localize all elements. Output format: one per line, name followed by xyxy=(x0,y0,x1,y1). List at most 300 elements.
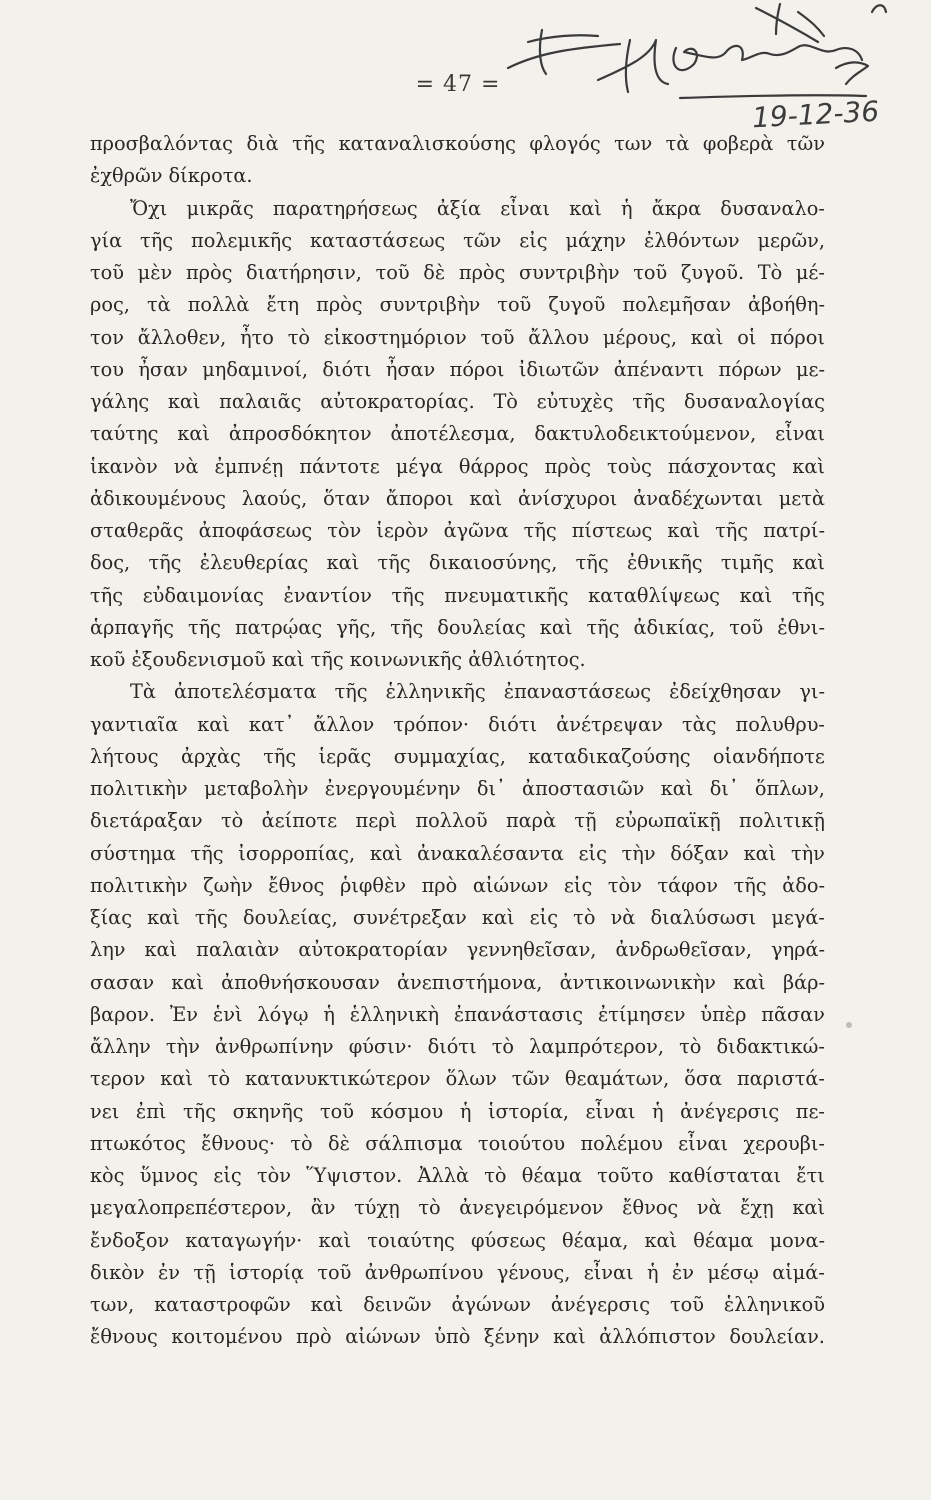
word: ζυγοῦ. xyxy=(680,261,745,284)
word: κατ᾽ xyxy=(248,712,295,736)
word: ἀρχὰς xyxy=(180,744,241,768)
word: ἄλλοθεν, xyxy=(137,325,227,349)
word: ἐλθόντων xyxy=(643,228,740,252)
word: πολλὰ xyxy=(187,293,250,317)
word: παρὰ xyxy=(505,809,556,833)
word: των, xyxy=(90,1293,135,1316)
word: ἰσορροπίας, xyxy=(238,841,356,865)
text-line-content: κοῦ ἐξουδενισμοῦ καὶ τῆς κοινωνικῆς ἀθλιότητος. xyxy=(90,648,586,671)
word: ἦτο xyxy=(240,325,274,349)
word: Ὄχι xyxy=(130,196,168,220)
word: τῆς xyxy=(292,132,326,155)
word: ἔθνος xyxy=(268,873,325,897)
word: δουλείαν. xyxy=(729,1325,825,1349)
word: ἀνδρωθεῖσαν, xyxy=(615,938,753,962)
word: τον xyxy=(90,325,124,349)
word: ἡ xyxy=(459,1099,472,1123)
word: ἀνεπιστήμονα, xyxy=(397,970,543,994)
text-line xyxy=(90,1257,825,1289)
word: ἐδείχθησαν xyxy=(669,680,782,704)
word: πρὸς xyxy=(185,261,233,284)
word: τύχῃ xyxy=(354,1196,400,1220)
word: φύσιν· xyxy=(348,1035,413,1058)
text-line xyxy=(90,644,825,676)
word: ἐναντίον xyxy=(283,583,372,607)
word: τῆς xyxy=(190,841,224,865)
word: Ἀλλὰ xyxy=(417,1164,469,1187)
text-line xyxy=(90,967,825,999)
word: ἡ xyxy=(646,1260,659,1284)
text-line xyxy=(90,1096,825,1128)
word: μάχην xyxy=(565,228,627,252)
word: καὶ xyxy=(144,938,178,962)
word: ἰδιωτῶν xyxy=(518,357,600,381)
word: ἔθνους· xyxy=(201,1131,276,1155)
word: τῆς xyxy=(733,873,767,897)
text-line xyxy=(90,418,825,450)
word: εἰκοστημόριον xyxy=(323,325,467,349)
word: ἂν xyxy=(310,1196,336,1220)
word: τοῦ xyxy=(669,1293,704,1316)
word: ἐνεργουμένην xyxy=(324,777,461,800)
word: τῆς xyxy=(791,583,825,607)
word: Τὸ xyxy=(493,390,518,413)
word: καταστροφῶν xyxy=(154,1293,291,1316)
word: παριστά- xyxy=(736,1067,825,1091)
text-line xyxy=(90,160,825,192)
word: διδακτικώ- xyxy=(716,1035,825,1058)
word: σασαν xyxy=(90,970,155,994)
word: πολιτικὴν xyxy=(90,873,188,897)
word: ἑλληνικῆς xyxy=(385,680,486,704)
word: εὐδαιμονίας xyxy=(142,583,264,607)
text-line xyxy=(90,225,825,257)
word: καὶ xyxy=(660,777,694,800)
word: ὑπὸ xyxy=(434,1325,471,1349)
word: διατήρησιν, xyxy=(246,261,362,284)
word: ἄλλην xyxy=(90,1035,151,1058)
word: εἰς xyxy=(563,873,593,897)
word: πνευματικῆς xyxy=(444,583,569,607)
word: καὶ xyxy=(167,390,201,413)
text-line xyxy=(90,934,825,966)
word: πᾶσαν xyxy=(761,1002,825,1026)
word: καθίσταται xyxy=(668,1164,782,1187)
word: ὑπὲρ xyxy=(700,1002,747,1026)
word: γῆς, xyxy=(336,615,377,639)
text-line xyxy=(90,354,825,386)
word: λόγῳ xyxy=(257,1002,309,1026)
word: εἰς xyxy=(529,906,559,929)
word: βαρον. xyxy=(90,1002,155,1026)
word: πίστεως xyxy=(571,519,653,542)
word: καὶ xyxy=(792,551,825,575)
word: ἐπανάστασις xyxy=(453,1002,584,1026)
word: πατρί- xyxy=(763,519,825,542)
text-line xyxy=(90,515,825,547)
word: ξίας xyxy=(90,906,132,929)
word: συντριβὴν xyxy=(519,261,620,284)
word: μέ- xyxy=(795,261,825,284)
word: τῆς xyxy=(148,551,182,575)
word: καὶ xyxy=(177,422,210,446)
word: τὸ xyxy=(484,1164,507,1187)
word: θέαμα, xyxy=(562,1228,629,1252)
word: εἶναι xyxy=(500,196,551,220)
word: μερῶν, xyxy=(757,228,825,252)
text-line xyxy=(90,902,825,934)
word: ἐν xyxy=(157,1260,181,1284)
word: ὅπλων, xyxy=(754,777,825,800)
word: ἐπαναστάσεως xyxy=(503,680,652,704)
word: ἀνέγερσις xyxy=(680,1099,780,1123)
word: καὶ xyxy=(644,1228,678,1252)
word: πρὸ xyxy=(296,1325,332,1349)
word: τοῦ xyxy=(317,1260,352,1284)
word: νει xyxy=(90,1099,120,1123)
word: καὶ xyxy=(481,906,515,929)
word: γηρά- xyxy=(771,938,825,962)
word: τάφον xyxy=(657,873,718,897)
word: ἀνέτρεψαν xyxy=(556,712,663,736)
word: μὲν xyxy=(137,261,173,284)
word: καὶ xyxy=(667,519,701,542)
word: οἱανδήποτε xyxy=(712,744,825,768)
word: πολεμῆσαν xyxy=(622,293,731,317)
word: τὴν xyxy=(165,1035,200,1058)
word: ἀδικίας, xyxy=(633,615,716,639)
word: πατρῴας xyxy=(234,615,323,639)
text-line xyxy=(90,676,825,708)
word: καὶ xyxy=(743,841,777,865)
word: δι᾽ xyxy=(709,777,739,800)
word: των xyxy=(614,132,653,155)
word: μικρᾶς xyxy=(186,196,254,220)
word: δόξαν xyxy=(670,841,729,865)
word: αἰώνων xyxy=(345,1325,421,1349)
word: τῆς xyxy=(140,228,174,252)
word: καταστάσεως xyxy=(309,228,446,252)
word: ταύτης xyxy=(90,422,159,446)
word: σύστημα xyxy=(90,841,176,865)
word: διότι xyxy=(488,712,538,736)
text-line xyxy=(90,838,825,870)
word: πολλοῦ xyxy=(415,809,488,833)
word: ἱερᾶς xyxy=(318,744,372,768)
word: φοβερὰ xyxy=(702,132,774,155)
text-line xyxy=(90,289,825,321)
word: ἀδο- xyxy=(782,873,825,897)
word: εἰς xyxy=(213,1164,242,1187)
text-line xyxy=(90,1031,825,1063)
word: συνέτρεξαν xyxy=(352,906,467,929)
word: δακτυλοδεικτούμενον, xyxy=(534,422,757,446)
text-line xyxy=(90,1321,825,1353)
word: γία xyxy=(90,228,123,252)
word: ὕμνος xyxy=(139,1164,199,1187)
word: μηδαμινοί, xyxy=(202,357,309,381)
word: πάσχοντας xyxy=(667,454,777,478)
text-line xyxy=(90,741,825,773)
word: μεγαλοπρεπέστερον, xyxy=(90,1196,293,1220)
text-line-content: ἐχθρῶν δίκροτα. xyxy=(90,164,253,188)
word: ῥιφθὲν xyxy=(339,873,407,897)
word: τὸ xyxy=(290,1131,313,1155)
word: θεαμάτων, xyxy=(564,1067,670,1091)
word: ἑλληνικοῦ xyxy=(723,1293,825,1316)
word: τὴν xyxy=(790,841,825,865)
word: δος, xyxy=(90,551,131,575)
word: τιμῆς xyxy=(720,551,774,575)
word: ἱστορία, xyxy=(487,1099,569,1123)
word: διότι xyxy=(322,357,372,381)
word: γαντιαῖα xyxy=(90,712,179,736)
word: μετὰ xyxy=(778,486,825,510)
word: νὰ xyxy=(610,906,636,929)
word: ἀποφάσεως xyxy=(198,519,313,542)
word: δυσαναλογίας xyxy=(683,390,825,413)
word: ἔθνους xyxy=(90,1325,158,1349)
word: τοὺς xyxy=(607,454,652,478)
word: δὲ xyxy=(328,1131,350,1155)
text-line xyxy=(90,483,825,515)
word: ρος, xyxy=(90,293,130,317)
word: καταγωγήν· xyxy=(185,1228,303,1252)
word: ἄκρα xyxy=(651,196,702,220)
word: τοιαύτης xyxy=(367,1228,455,1252)
word: τοῦ xyxy=(375,261,410,284)
word: διὰ xyxy=(246,132,279,155)
word: ἀδικουμένους xyxy=(90,486,226,510)
word: σκηνῆς xyxy=(232,1099,304,1123)
word: τῇ xyxy=(193,1260,216,1284)
word: ἀγώνων xyxy=(451,1293,531,1316)
word: τὸ xyxy=(679,1035,702,1058)
word: γι- xyxy=(799,680,825,704)
body-text xyxy=(90,128,825,1354)
word: γεννηθεῖσαν, xyxy=(466,938,597,962)
word: τοῦτο xyxy=(597,1164,654,1187)
word: καὶ xyxy=(569,196,602,220)
word: καὶ xyxy=(326,551,360,575)
word: ὅταν xyxy=(323,486,371,510)
word: τὴν xyxy=(621,841,656,865)
word: καὶ xyxy=(160,1067,193,1091)
word: αἱμά- xyxy=(772,1260,825,1284)
word: πρὸς xyxy=(458,261,506,284)
word: πολέμου xyxy=(580,1131,663,1155)
word: τοῦ xyxy=(480,325,515,349)
word: τοῦ xyxy=(90,261,124,284)
word: καὶ xyxy=(318,1228,352,1252)
word: τερον xyxy=(90,1067,146,1091)
word: τῇ xyxy=(574,809,597,833)
word: Ἐν xyxy=(169,1002,199,1026)
word: χερουβι- xyxy=(743,1131,825,1155)
word: ἄλλου xyxy=(528,325,590,349)
word: ἀποτελέσματα xyxy=(173,680,317,704)
word: ζωὴν xyxy=(203,873,253,897)
text-line xyxy=(90,709,825,741)
word: καταδικαζούσης xyxy=(528,744,691,768)
word: καταθλίψεως xyxy=(588,583,720,607)
word: τῆς xyxy=(586,615,620,639)
word: δεινῶν xyxy=(363,1293,432,1316)
word: ἡ xyxy=(651,1099,664,1123)
word: τὸ xyxy=(220,809,244,833)
word: συντριβὴν xyxy=(379,293,481,317)
word: τὸν xyxy=(327,519,362,542)
word: δικὸν xyxy=(90,1260,145,1284)
word: εὐρωπαϊκῇ xyxy=(615,809,721,833)
word: τῆς xyxy=(575,551,609,575)
word: τὸ xyxy=(418,1196,441,1220)
word: ἀνίσχυροι xyxy=(518,486,618,510)
word: τοιούτου xyxy=(477,1131,566,1155)
word: ἱκανὸν xyxy=(90,454,158,478)
word: ἦσαν xyxy=(385,357,436,381)
word: τοῦ xyxy=(497,293,532,317)
word: τῆς xyxy=(187,615,221,639)
word: τὸν xyxy=(607,873,642,897)
word: ζυγοῦ xyxy=(548,293,606,317)
text-line xyxy=(90,805,825,837)
word: λην xyxy=(90,938,126,962)
word: Ὕψιστον. xyxy=(306,1164,403,1187)
text-line xyxy=(90,1160,825,1192)
word: ἔτη xyxy=(266,293,300,317)
word: αὐτοκρατορίας. xyxy=(320,390,475,413)
word: ξένην xyxy=(483,1325,540,1349)
word: ἀποτέλεσμα, xyxy=(390,422,516,446)
word: οἱ xyxy=(737,325,757,349)
word: τὸ xyxy=(573,906,596,929)
word: διότι xyxy=(427,1035,477,1058)
text-line xyxy=(90,128,825,160)
word: τὸ xyxy=(207,1067,231,1091)
text-line xyxy=(90,773,825,805)
word: ἀναδέχωνται xyxy=(633,486,763,510)
word: πρὸς xyxy=(316,293,363,317)
text-line xyxy=(90,451,825,483)
text-line xyxy=(90,612,825,644)
word: πολιτικῇ xyxy=(739,809,825,833)
word: παρατηρήσεως xyxy=(272,196,418,220)
word: καὶ xyxy=(792,1196,825,1220)
word: ἔτι xyxy=(796,1164,825,1187)
text-line xyxy=(90,1225,825,1257)
word: νὰ xyxy=(173,454,199,478)
word: μεταβολὴν xyxy=(203,777,309,800)
word: πόροι xyxy=(770,325,825,349)
word: πρὸ xyxy=(421,873,458,897)
word: ἦσαν xyxy=(138,357,188,381)
word: του xyxy=(90,357,124,381)
word: τοῦ xyxy=(729,615,764,639)
word: αὐτοκρατορίαν xyxy=(298,938,448,962)
word: ἑλληνικὴ xyxy=(349,1002,440,1026)
word: εὐτυχὲς xyxy=(536,390,614,413)
text-line xyxy=(90,870,825,902)
word: ἐλευθερίας xyxy=(199,551,309,575)
word: τὰ xyxy=(146,293,171,317)
word: κατανυκτικώτερον xyxy=(245,1067,431,1091)
word: ἐθνι- xyxy=(777,615,825,639)
word: ἱερὸν xyxy=(376,519,429,542)
word: ἀπροσδόκητον xyxy=(228,422,372,446)
text-line xyxy=(90,999,825,1031)
handwritten-date: 19-12-36 xyxy=(751,94,880,135)
word: θέαμα xyxy=(693,1228,754,1252)
word: προσβαλόντας xyxy=(90,132,233,155)
word: λήτους xyxy=(90,744,159,768)
word: εἶναι xyxy=(775,422,825,446)
word: συμμαχίας, xyxy=(393,744,506,768)
word: κὸς xyxy=(90,1164,125,1187)
word: κόσμου xyxy=(370,1099,444,1123)
word: τρόπον· xyxy=(393,712,470,736)
word: ἀνεγειρόμενον xyxy=(459,1196,604,1220)
word: καὶ xyxy=(197,712,230,736)
word: τῆς xyxy=(263,744,297,768)
word: δουλείας xyxy=(437,615,526,639)
word: ἁρπαγῆς xyxy=(90,615,174,639)
word: διαλύσωσι xyxy=(650,906,757,929)
text-line xyxy=(90,1063,825,1095)
word: ἀνακαλέσαντα xyxy=(417,841,564,865)
word: τῆς xyxy=(391,583,425,607)
word: ἱστορίᾳ xyxy=(229,1260,304,1284)
word: τὸν xyxy=(256,1164,291,1187)
word: θέαμα xyxy=(521,1164,582,1187)
word: εἰς xyxy=(519,228,548,252)
word: ἀπέναντι xyxy=(613,357,705,381)
word: τὸ xyxy=(491,1035,515,1058)
word: γένους, xyxy=(496,1260,571,1284)
word: τῆς xyxy=(523,519,557,542)
word: τῆς xyxy=(715,519,749,542)
word: με- xyxy=(795,357,825,381)
word: τῶν xyxy=(511,1067,550,1091)
text-line xyxy=(90,257,825,289)
word: ἀνθρωπίνου xyxy=(364,1260,484,1284)
word: δὲ xyxy=(423,261,446,284)
word: πάντοτε xyxy=(299,454,380,478)
word: ὅλων xyxy=(445,1067,497,1091)
word: τὰς xyxy=(681,712,717,736)
word: ἔθνος xyxy=(622,1196,679,1220)
word: ἀξία xyxy=(436,196,482,220)
word: ἑνὶ xyxy=(212,1002,243,1026)
word: ἀντικοινωνικὴν xyxy=(559,970,716,994)
word: μέγα xyxy=(395,454,443,478)
text-line xyxy=(90,1128,825,1160)
word: τῆς xyxy=(194,906,228,929)
word: καὶ xyxy=(310,1293,344,1316)
word: περὶ xyxy=(355,809,398,833)
word: πτωκότος xyxy=(90,1131,186,1155)
word: θάρρος xyxy=(458,454,529,478)
word: παλαιὰν xyxy=(196,938,280,962)
word: πόροι xyxy=(449,357,505,381)
word: ἀβοήθη- xyxy=(747,293,825,317)
word: πολυθρυ- xyxy=(735,712,825,736)
speck-mark xyxy=(846,1022,852,1028)
word: σάλπισμα xyxy=(365,1131,463,1155)
word: τὰ xyxy=(665,132,690,155)
word: τοῦ xyxy=(633,261,668,284)
word: εἶναι xyxy=(585,1099,636,1123)
